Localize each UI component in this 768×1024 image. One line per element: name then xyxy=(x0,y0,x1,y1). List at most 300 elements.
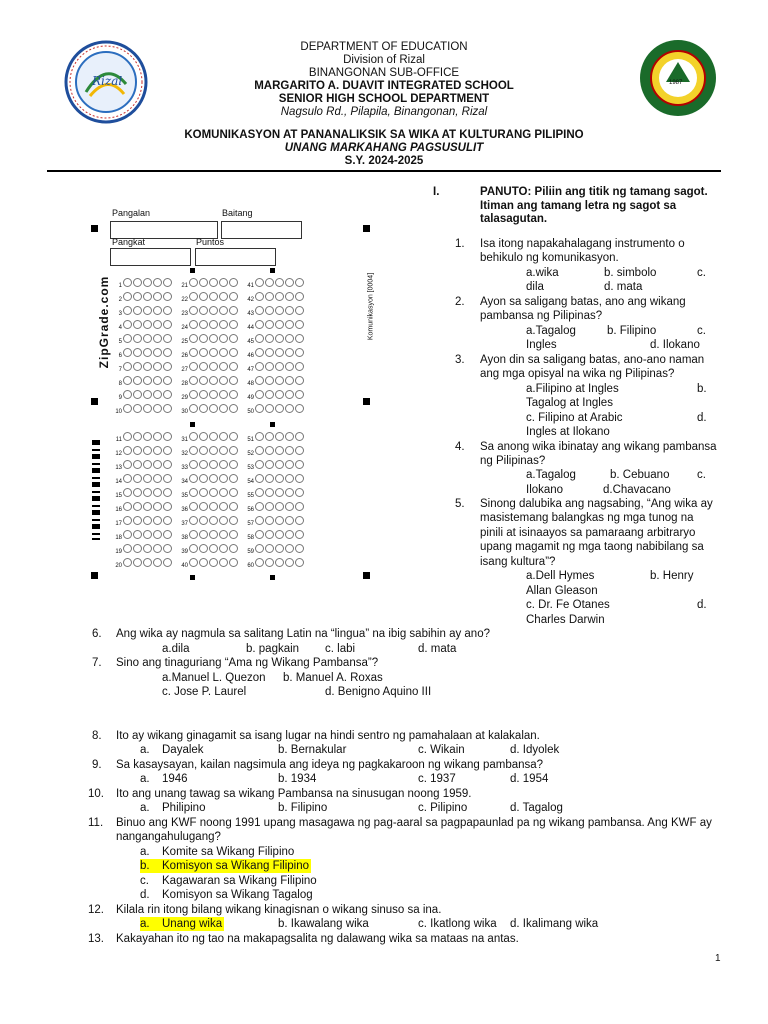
answer-bubble-b[interactable] xyxy=(265,348,274,357)
section-box[interactable] xyxy=(110,248,191,266)
answer-bubble-d[interactable] xyxy=(153,348,162,357)
answer-bubble-e[interactable] xyxy=(295,502,304,511)
answer-bubble-c[interactable] xyxy=(143,306,152,315)
answer-bubble-d[interactable] xyxy=(219,474,228,483)
answer-bubble-b[interactable] xyxy=(199,348,208,357)
answer-bubble-a[interactable] xyxy=(123,516,132,525)
answer-bubble-c[interactable] xyxy=(143,376,152,385)
answer-bubble-e[interactable] xyxy=(295,544,304,553)
answer-bubble-c[interactable] xyxy=(143,320,152,329)
answer-bubble-a[interactable] xyxy=(189,516,198,525)
answer-bubble-b[interactable] xyxy=(133,432,142,441)
answer-bubble-e[interactable] xyxy=(163,292,172,301)
answer-bubble-c[interactable] xyxy=(209,348,218,357)
answer-bubble-d[interactable] xyxy=(153,432,162,441)
answer-bubble-c[interactable] xyxy=(209,474,218,483)
answer-bubble-c[interactable] xyxy=(143,530,152,539)
answer-bubble-c[interactable] xyxy=(143,544,152,553)
answer-bubble-b[interactable] xyxy=(133,530,142,539)
answer-bubble-d[interactable] xyxy=(285,404,294,413)
answer-bubble-c[interactable] xyxy=(209,558,218,567)
answer-bubble-b[interactable] xyxy=(133,292,142,301)
answer-bubble-b[interactable] xyxy=(265,278,274,287)
answer-bubble-a[interactable] xyxy=(255,516,264,525)
answer-bubble-b[interactable] xyxy=(133,502,142,511)
answer-bubble-b[interactable] xyxy=(133,404,142,413)
answer-bubble-c[interactable] xyxy=(275,278,284,287)
answer-bubble-e[interactable] xyxy=(229,376,238,385)
answer-bubble-b[interactable] xyxy=(133,334,142,343)
answer-bubble-c[interactable] xyxy=(143,404,152,413)
answer-bubble-c[interactable] xyxy=(275,502,284,511)
answer-bubble-e[interactable] xyxy=(229,544,238,553)
answer-bubble-e[interactable] xyxy=(229,488,238,497)
answer-bubble-a[interactable] xyxy=(123,530,132,539)
answer-bubble-c[interactable] xyxy=(275,488,284,497)
answer-bubble-a[interactable] xyxy=(123,306,132,315)
answer-bubble-c[interactable] xyxy=(209,502,218,511)
answer-bubble-a[interactable] xyxy=(255,558,264,567)
answer-bubble-d[interactable] xyxy=(285,544,294,553)
answer-bubble-e[interactable] xyxy=(163,558,172,567)
answer-bubble-b[interactable] xyxy=(199,390,208,399)
answer-bubble-e[interactable] xyxy=(295,376,304,385)
answer-bubble-d[interactable] xyxy=(285,488,294,497)
answer-bubble-c[interactable] xyxy=(275,404,284,413)
answer-bubble-d[interactable] xyxy=(153,390,162,399)
answer-bubble-b[interactable] xyxy=(265,334,274,343)
answer-bubble-d[interactable] xyxy=(219,446,228,455)
answer-bubble-d[interactable] xyxy=(219,306,228,315)
answer-bubble-e[interactable] xyxy=(295,530,304,539)
answer-bubble-b[interactable] xyxy=(199,460,208,469)
answer-bubble-d[interactable] xyxy=(285,390,294,399)
answer-bubble-b[interactable] xyxy=(199,516,208,525)
answer-bubble-e[interactable] xyxy=(295,306,304,315)
answer-bubble-a[interactable] xyxy=(189,278,198,287)
answer-bubble-d[interactable] xyxy=(285,460,294,469)
answer-bubble-d[interactable] xyxy=(219,278,228,287)
answer-bubble-d[interactable] xyxy=(153,376,162,385)
answer-bubble-e[interactable] xyxy=(163,502,172,511)
answer-bubble-a[interactable] xyxy=(255,544,264,553)
answer-bubble-e[interactable] xyxy=(229,390,238,399)
answer-bubble-a[interactable] xyxy=(123,320,132,329)
answer-bubble-e[interactable] xyxy=(229,530,238,539)
answer-bubble-e[interactable] xyxy=(163,530,172,539)
answer-bubble-d[interactable] xyxy=(153,278,162,287)
answer-bubble-b[interactable] xyxy=(199,278,208,287)
answer-bubble-d[interactable] xyxy=(219,320,228,329)
answer-bubble-c[interactable] xyxy=(143,502,152,511)
answer-bubble-b[interactable] xyxy=(199,404,208,413)
answer-bubble-c[interactable] xyxy=(143,362,152,371)
answer-bubble-d[interactable] xyxy=(219,404,228,413)
answer-bubble-a[interactable] xyxy=(189,558,198,567)
answer-bubble-c[interactable] xyxy=(143,390,152,399)
answer-bubble-b[interactable] xyxy=(199,362,208,371)
answer-bubble-d[interactable] xyxy=(153,474,162,483)
answer-bubble-e[interactable] xyxy=(163,278,172,287)
answer-bubble-a[interactable] xyxy=(123,502,132,511)
answer-bubble-d[interactable] xyxy=(153,558,162,567)
answer-bubble-a[interactable] xyxy=(255,362,264,371)
answer-bubble-c[interactable] xyxy=(143,446,152,455)
answer-bubble-e[interactable] xyxy=(295,474,304,483)
answer-bubble-b[interactable] xyxy=(199,530,208,539)
answer-bubble-c[interactable] xyxy=(209,446,218,455)
answer-bubble-d[interactable] xyxy=(219,488,228,497)
answer-bubble-a[interactable] xyxy=(123,348,132,357)
answer-bubble-d[interactable] xyxy=(153,488,162,497)
answer-bubble-e[interactable] xyxy=(229,362,238,371)
answer-bubble-e[interactable] xyxy=(229,502,238,511)
grade-box[interactable] xyxy=(221,221,302,239)
answer-bubble-e[interactable] xyxy=(229,278,238,287)
answer-bubble-a[interactable] xyxy=(189,502,198,511)
answer-bubble-e[interactable] xyxy=(229,292,238,301)
answer-bubble-b[interactable] xyxy=(265,558,274,567)
answer-bubble-b[interactable] xyxy=(199,502,208,511)
answer-bubble-d[interactable] xyxy=(219,530,228,539)
answer-bubble-a[interactable] xyxy=(255,488,264,497)
answer-bubble-e[interactable] xyxy=(295,488,304,497)
answer-bubble-a[interactable] xyxy=(123,432,132,441)
answer-bubble-b[interactable] xyxy=(199,306,208,315)
answer-bubble-d[interactable] xyxy=(285,502,294,511)
answer-bubble-d[interactable] xyxy=(153,306,162,315)
answer-bubble-a[interactable] xyxy=(123,544,132,553)
answer-bubble-a[interactable] xyxy=(189,544,198,553)
answer-bubble-e[interactable] xyxy=(229,474,238,483)
answer-bubble-a[interactable] xyxy=(123,390,132,399)
answer-bubble-d[interactable] xyxy=(219,460,228,469)
answer-bubble-a[interactable] xyxy=(123,334,132,343)
answer-bubble-b[interactable] xyxy=(265,306,274,315)
answer-bubble-d[interactable] xyxy=(285,432,294,441)
answer-bubble-d[interactable] xyxy=(153,460,162,469)
answer-bubble-a[interactable] xyxy=(189,292,198,301)
answer-bubble-e[interactable] xyxy=(295,348,304,357)
answer-bubble-d[interactable] xyxy=(285,474,294,483)
answer-bubble-c[interactable] xyxy=(143,334,152,343)
answer-bubble-c[interactable] xyxy=(275,516,284,525)
answer-bubble-c[interactable] xyxy=(275,292,284,301)
answer-bubble-d[interactable] xyxy=(285,306,294,315)
answer-bubble-b[interactable] xyxy=(133,348,142,357)
answer-bubble-b[interactable] xyxy=(265,460,274,469)
answer-bubble-a[interactable] xyxy=(189,334,198,343)
answer-bubble-a[interactable] xyxy=(189,530,198,539)
answer-bubble-e[interactable] xyxy=(295,320,304,329)
answer-bubble-b[interactable] xyxy=(199,558,208,567)
answer-bubble-b[interactable] xyxy=(265,544,274,553)
answer-bubble-b[interactable] xyxy=(265,488,274,497)
answer-bubble-e[interactable] xyxy=(163,362,172,371)
answer-bubble-c[interactable] xyxy=(275,446,284,455)
answer-bubble-e[interactable] xyxy=(295,516,304,525)
answer-bubble-a[interactable] xyxy=(189,376,198,385)
answer-bubble-c[interactable] xyxy=(275,334,284,343)
answer-bubble-a[interactable] xyxy=(255,530,264,539)
answer-bubble-c[interactable] xyxy=(209,460,218,469)
answer-bubble-e[interactable] xyxy=(229,446,238,455)
answer-bubble-c[interactable] xyxy=(275,348,284,357)
answer-bubble-a[interactable] xyxy=(189,306,198,315)
answer-bubble-c[interactable] xyxy=(209,432,218,441)
answer-bubble-e[interactable] xyxy=(229,404,238,413)
answer-bubble-d[interactable] xyxy=(285,362,294,371)
answer-bubble-c[interactable] xyxy=(209,404,218,413)
answer-bubble-e[interactable] xyxy=(163,474,172,483)
answer-bubble-d[interactable] xyxy=(219,516,228,525)
answer-bubble-d[interactable] xyxy=(219,432,228,441)
answer-bubble-b[interactable] xyxy=(199,488,208,497)
answer-bubble-b[interactable] xyxy=(133,446,142,455)
answer-bubble-a[interactable] xyxy=(123,460,132,469)
answer-bubble-d[interactable] xyxy=(219,292,228,301)
answer-bubble-e[interactable] xyxy=(295,292,304,301)
answer-bubble-b[interactable] xyxy=(265,502,274,511)
answer-bubble-d[interactable] xyxy=(285,376,294,385)
answer-bubble-c[interactable] xyxy=(209,278,218,287)
answer-bubble-e[interactable] xyxy=(163,306,172,315)
answer-bubble-b[interactable] xyxy=(199,376,208,385)
answer-bubble-b[interactable] xyxy=(265,362,274,371)
answer-bubble-d[interactable] xyxy=(285,446,294,455)
score-box[interactable] xyxy=(195,248,276,266)
answer-bubble-b[interactable] xyxy=(265,390,274,399)
answer-bubble-b[interactable] xyxy=(265,376,274,385)
answer-bubble-c[interactable] xyxy=(275,362,284,371)
answer-bubble-a[interactable] xyxy=(123,558,132,567)
answer-bubble-c[interactable] xyxy=(209,292,218,301)
answer-bubble-c[interactable] xyxy=(275,376,284,385)
answer-bubble-a[interactable] xyxy=(123,404,132,413)
answer-bubble-b[interactable] xyxy=(199,544,208,553)
answer-bubble-c[interactable] xyxy=(143,460,152,469)
answer-bubble-b[interactable] xyxy=(265,516,274,525)
answer-bubble-d[interactable] xyxy=(153,502,162,511)
answer-bubble-c[interactable] xyxy=(143,432,152,441)
answer-bubble-c[interactable] xyxy=(143,516,152,525)
answer-bubble-a[interactable] xyxy=(189,348,198,357)
answer-bubble-c[interactable] xyxy=(209,362,218,371)
answer-bubble-e[interactable] xyxy=(295,460,304,469)
answer-bubble-a[interactable] xyxy=(123,376,132,385)
answer-bubble-a[interactable] xyxy=(255,348,264,357)
answer-bubble-d[interactable] xyxy=(285,530,294,539)
answer-bubble-d[interactable] xyxy=(153,334,162,343)
answer-bubble-a[interactable] xyxy=(123,488,132,497)
answer-bubble-d[interactable] xyxy=(153,530,162,539)
answer-bubble-c[interactable] xyxy=(275,390,284,399)
answer-bubble-a[interactable] xyxy=(255,376,264,385)
answer-bubble-b[interactable] xyxy=(133,488,142,497)
answer-bubble-c[interactable] xyxy=(275,474,284,483)
answer-bubble-d[interactable] xyxy=(153,516,162,525)
answer-bubble-d[interactable] xyxy=(285,278,294,287)
answer-bubble-d[interactable] xyxy=(219,334,228,343)
answer-bubble-c[interactable] xyxy=(275,460,284,469)
answer-bubble-e[interactable] xyxy=(163,348,172,357)
answer-bubble-e[interactable] xyxy=(229,334,238,343)
answer-bubble-d[interactable] xyxy=(285,348,294,357)
answer-bubble-c[interactable] xyxy=(209,530,218,539)
answer-bubble-d[interactable] xyxy=(219,348,228,357)
answer-bubble-c[interactable] xyxy=(209,516,218,525)
answer-bubble-c[interactable] xyxy=(275,432,284,441)
answer-bubble-a[interactable] xyxy=(255,502,264,511)
answer-bubble-e[interactable] xyxy=(163,334,172,343)
answer-bubble-b[interactable] xyxy=(199,292,208,301)
answer-bubble-d[interactable] xyxy=(285,292,294,301)
answer-bubble-a[interactable] xyxy=(123,474,132,483)
answer-bubble-a[interactable] xyxy=(255,474,264,483)
answer-bubble-d[interactable] xyxy=(285,558,294,567)
answer-bubble-a[interactable] xyxy=(189,460,198,469)
answer-bubble-c[interactable] xyxy=(209,334,218,343)
answer-bubble-b[interactable] xyxy=(199,446,208,455)
answer-bubble-a[interactable] xyxy=(189,474,198,483)
answer-bubble-d[interactable] xyxy=(153,404,162,413)
answer-bubble-a[interactable] xyxy=(123,278,132,287)
answer-bubble-d[interactable] xyxy=(153,362,162,371)
answer-bubble-a[interactable] xyxy=(123,292,132,301)
answer-bubble-c[interactable] xyxy=(143,474,152,483)
answer-bubble-b[interactable] xyxy=(265,474,274,483)
answer-bubble-b[interactable] xyxy=(199,334,208,343)
answer-bubble-a[interactable] xyxy=(189,404,198,413)
answer-bubble-e[interactable] xyxy=(163,446,172,455)
answer-bubble-e[interactable] xyxy=(229,306,238,315)
answer-bubble-b[interactable] xyxy=(199,432,208,441)
answer-bubble-d[interactable] xyxy=(153,544,162,553)
answer-bubble-b[interactable] xyxy=(133,376,142,385)
answer-bubble-c[interactable] xyxy=(209,376,218,385)
answer-bubble-c[interactable] xyxy=(143,278,152,287)
answer-bubble-a[interactable] xyxy=(255,306,264,315)
answer-bubble-c[interactable] xyxy=(209,320,218,329)
answer-bubble-b[interactable] xyxy=(265,320,274,329)
answer-bubble-c[interactable] xyxy=(209,488,218,497)
answer-bubble-b[interactable] xyxy=(133,306,142,315)
answer-bubble-a[interactable] xyxy=(255,334,264,343)
answer-bubble-c[interactable] xyxy=(143,348,152,357)
answer-bubble-e[interactable] xyxy=(295,334,304,343)
answer-bubble-d[interactable] xyxy=(285,334,294,343)
answer-bubble-a[interactable] xyxy=(123,362,132,371)
answer-bubble-b[interactable] xyxy=(265,446,274,455)
answer-bubble-b[interactable] xyxy=(133,558,142,567)
answer-bubble-a[interactable] xyxy=(255,460,264,469)
answer-bubble-d[interactable] xyxy=(285,320,294,329)
answer-bubble-b[interactable] xyxy=(265,432,274,441)
answer-bubble-d[interactable] xyxy=(285,516,294,525)
answer-bubble-c[interactable] xyxy=(209,544,218,553)
answer-bubble-b[interactable] xyxy=(133,320,142,329)
answer-bubble-c[interactable] xyxy=(209,306,218,315)
answer-bubble-e[interactable] xyxy=(163,488,172,497)
answer-bubble-b[interactable] xyxy=(133,516,142,525)
answer-bubble-b[interactable] xyxy=(265,404,274,413)
answer-bubble-c[interactable] xyxy=(275,306,284,315)
answer-bubble-d[interactable] xyxy=(219,502,228,511)
answer-bubble-e[interactable] xyxy=(295,404,304,413)
answer-bubble-d[interactable] xyxy=(153,446,162,455)
answer-bubble-b[interactable] xyxy=(133,474,142,483)
answer-bubble-d[interactable] xyxy=(219,376,228,385)
answer-bubble-e[interactable] xyxy=(163,390,172,399)
answer-bubble-b[interactable] xyxy=(133,362,142,371)
answer-bubble-c[interactable] xyxy=(275,558,284,567)
answer-bubble-a[interactable] xyxy=(255,404,264,413)
answer-bubble-a[interactable] xyxy=(189,320,198,329)
answer-bubble-b[interactable] xyxy=(133,460,142,469)
answer-bubble-e[interactable] xyxy=(295,432,304,441)
answer-bubble-a[interactable] xyxy=(255,432,264,441)
answer-bubble-c[interactable] xyxy=(275,530,284,539)
answer-bubble-e[interactable] xyxy=(229,432,238,441)
answer-bubble-e[interactable] xyxy=(229,516,238,525)
answer-bubble-d[interactable] xyxy=(219,558,228,567)
answer-bubble-b[interactable] xyxy=(199,320,208,329)
answer-bubble-c[interactable] xyxy=(275,544,284,553)
answer-bubble-a[interactable] xyxy=(189,488,198,497)
answer-bubble-a[interactable] xyxy=(189,390,198,399)
answer-bubble-d[interactable] xyxy=(219,362,228,371)
answer-bubble-d[interactable] xyxy=(153,320,162,329)
answer-bubble-e[interactable] xyxy=(295,362,304,371)
answer-bubble-a[interactable] xyxy=(255,446,264,455)
answer-bubble-e[interactable] xyxy=(229,348,238,357)
answer-bubble-d[interactable] xyxy=(219,390,228,399)
answer-bubble-c[interactable] xyxy=(143,558,152,567)
answer-bubble-e[interactable] xyxy=(295,390,304,399)
answer-bubble-b[interactable] xyxy=(265,530,274,539)
answer-bubble-e[interactable] xyxy=(295,446,304,455)
answer-bubble-e[interactable] xyxy=(295,278,304,287)
answer-bubble-d[interactable] xyxy=(219,544,228,553)
answer-bubble-c[interactable] xyxy=(143,488,152,497)
answer-bubble-a[interactable] xyxy=(255,390,264,399)
answer-bubble-b[interactable] xyxy=(133,544,142,553)
answer-bubble-e[interactable] xyxy=(163,404,172,413)
answer-bubble-e[interactable] xyxy=(295,558,304,567)
answer-bubble-c[interactable] xyxy=(275,320,284,329)
answer-bubble-a[interactable] xyxy=(123,446,132,455)
answer-bubble-e[interactable] xyxy=(229,320,238,329)
answer-bubble-e[interactable] xyxy=(163,432,172,441)
answer-bubble-a[interactable] xyxy=(255,320,264,329)
answer-bubble-e[interactable] xyxy=(163,320,172,329)
answer-bubble-e[interactable] xyxy=(163,544,172,553)
answer-bubble-a[interactable] xyxy=(255,292,264,301)
answer-bubble-e[interactable] xyxy=(163,516,172,525)
answer-bubble-b[interactable] xyxy=(133,390,142,399)
answer-bubble-b[interactable] xyxy=(133,278,142,287)
answer-bubble-c[interactable] xyxy=(209,390,218,399)
answer-bubble-e[interactable] xyxy=(229,558,238,567)
answer-bubble-e[interactable] xyxy=(163,376,172,385)
answer-bubble-c[interactable] xyxy=(143,292,152,301)
answer-bubble-a[interactable] xyxy=(189,432,198,441)
answer-bubble-a[interactable] xyxy=(189,362,198,371)
answer-bubble-d[interactable] xyxy=(153,292,162,301)
answer-bubble-e[interactable] xyxy=(163,460,172,469)
answer-bubble-e[interactable] xyxy=(229,460,238,469)
answer-bubble-b[interactable] xyxy=(199,474,208,483)
